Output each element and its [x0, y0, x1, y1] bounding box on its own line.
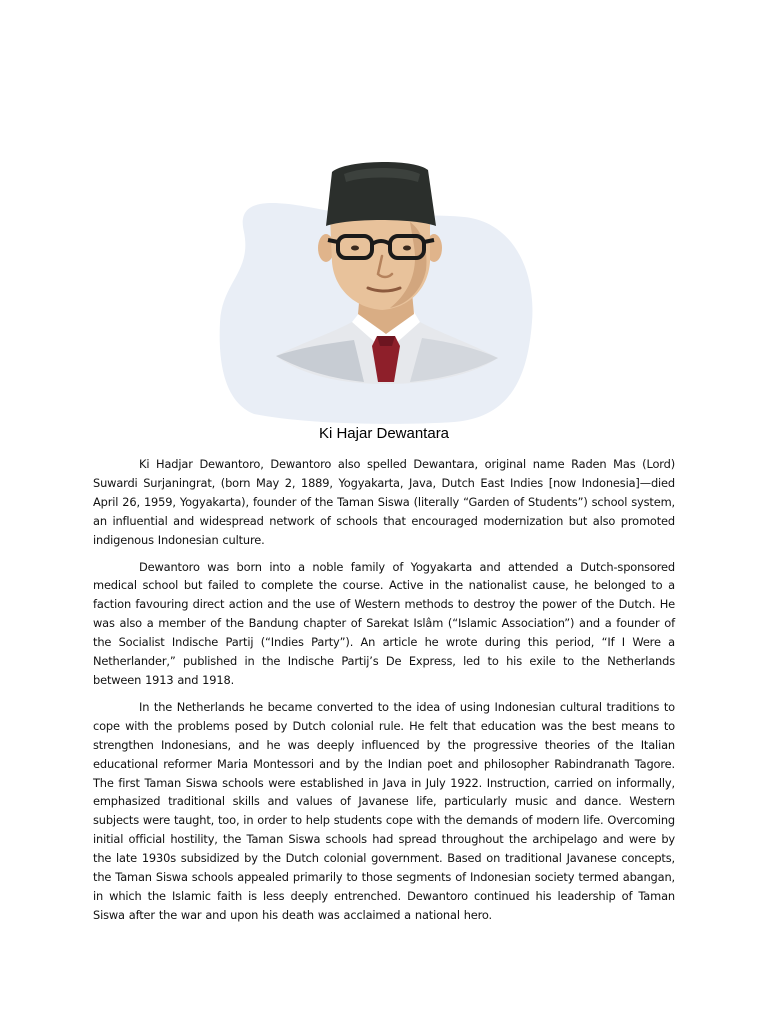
paragraph-intro: Ki Hadjar Dewantoro, Dewantoro also spelled Dewantara, original name Raden Mas (Lord) Suwardi Surjaningrat, (born May 2, 1889, Yogyakarta, Java, Dutch East Indies [now Indonesia]—died April 26, 1959, Yogyakarta), founder of the Taman Siswa (literally “Garden of Students”) school system, an influential and widespread network of schools that encouraged modernization but also promoted indigenous Indonesian culture. [93, 457, 675, 547]
portrait-eye-left [351, 246, 359, 251]
portrait-eye-right [403, 246, 411, 251]
portrait-svg [214, 152, 536, 424]
paragraph-early-life: Dewantoro was born into a noble family of Yogyakarta and attended a Dutch-sponsored medical school but failed to complete the course. Active in the nationalist cause, he belonged to a faction favouring direct action and the use of Western methods to destroy the power of the Dutch. He was also a member of the Bandung chapter of Sarekat Islâm (“Islamic Association”) and a founder of the Socialist Indische Partij (“Indies Party”). An article he wrote during this period, “If I Were a Netherlander,” published in the Indische Partij’s De Express, led to his exile to the Netherlands between 1913 and 1918. [93, 559, 675, 687]
paragraph-taman-siswa: In the Netherlands he became converted to the idea of using Indonesian cultural traditions to cope with the problems posed by Dutch colonial rule. He felt that education was the best means to strengthen Indonesians, and he was deeply influenced by the progressive theories of the Italian educational reformer Maria Montessori and by the Indian poet and philosopher Rabindranath Tagore. The first Taman Siswa schools were established in Java in July 1922. Instruction, carried on informally, emphasized traditional skills and values of Javanese life, particularly music and dance. Western subjects were taught, too, in order to help students cope with the demands of modern life. Overcoming initial official hostility, the Taman Siswa schools had spread throughout the archipelago and were by the late 1930s subsidized by the Dutch colonial government. Based on traditional Javanese concepts, the Taman Siswa schools appealed primarily to those segments of Indonesian society termed abangan, in which the Islamic faith is less deeply entrenched. Dewantoro continued his leadership of Taman Siswa after the war and upon his death was acclaimed a national hero. [93, 699, 675, 922]
portrait-illustration [214, 152, 536, 424]
document-title: Ki Hajar Dewantara [318, 425, 450, 442]
document-body [93, 455, 675, 933]
portrait-tie-knot [377, 336, 395, 346]
